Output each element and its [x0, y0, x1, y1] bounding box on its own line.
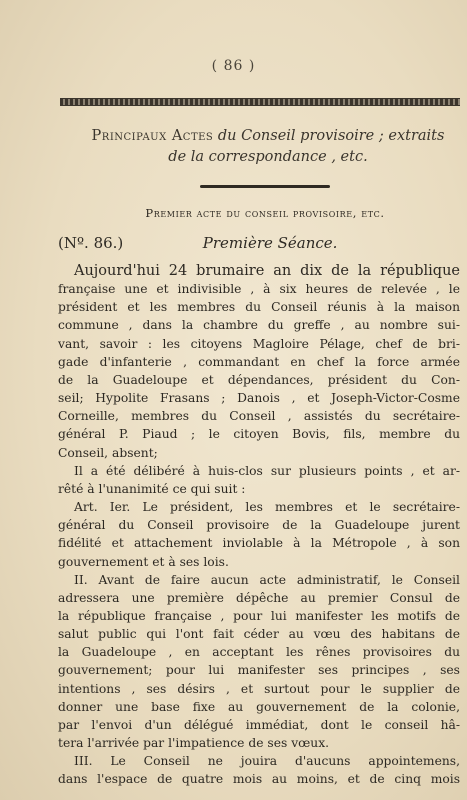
acte-title: Premier acte du conseil provisoire, etc.: [145, 206, 385, 220]
heading-caps: Principaux Actes: [91, 128, 214, 144]
text-line: Corneille, membres du Conseil , assistés du secrétaire-: [58, 409, 460, 424]
seance-line: [58, 234, 458, 252]
text-line: général P. Piaud ; le citoyen Bovis, fils, membre du: [58, 427, 460, 442]
text-line: de la Guadeloupe et dépendances, président du Con-: [58, 372, 460, 387]
text-line: vant, savoir : les citoyens Magloire Pélage, chef de bri-: [58, 336, 460, 351]
text-line: gade d'infanterie , commandant en chef la force armée: [58, 354, 460, 369]
text-line: intentions , ses désirs , et surtout pour le supplier de: [58, 681, 460, 696]
text-line: adressera une première dépêche au premier Consul de: [58, 590, 460, 605]
text-line: Il a été délibéré à huis-clos sur plusieurs points , et ar-: [74, 463, 460, 478]
text-line: par l'envoi d'un délégué immédiat, dont le conseil hâ-: [58, 717, 460, 732]
page-number: ( 86 ): [211, 58, 256, 74]
text-line: seil; Hypolite Frasans ; Danois , et Joseph-Victor-Cosme: [58, 391, 460, 406]
text-line: dans l'espace de quatre mois au moins, et de cinq mois: [58, 772, 460, 787]
heading-italic-2: de la correspondance , etc.: [168, 149, 368, 165]
text-line: président et les membres du Conseil réunis à la maison: [58, 300, 460, 315]
text-line: gouvernement; pour lui manifester ses principes , ses: [58, 663, 460, 678]
body-text: [58, 262, 460, 789]
text-line: III. Le Conseil ne jouira d'aucuns appointemens,: [74, 754, 460, 769]
text-line: la Guadeloupe , en acceptant les rênes provisoires du: [58, 645, 460, 660]
text-line: Conseil, absent;: [58, 445, 158, 460]
text-line: fidélité et attachement inviolable à la Métropole , à son: [58, 536, 460, 551]
text-line: salut public qui l'ont fait céder au vœu des habitans de: [58, 627, 460, 642]
section-heading: [88, 126, 448, 168]
text-line: commune , dans la chambre du greffe , au nombre sui-: [58, 318, 460, 333]
text-line: général du Conseil provisoire de la Guadeloupe jurent: [58, 518, 460, 533]
text-line: donner une base fixe au gouvernement de la colonie,: [58, 699, 460, 714]
text-line: II. Avant de faire aucun acte administratif, le Conseil: [74, 572, 460, 587]
text-line: française une et indivisible , à six heures de relevée , le: [58, 282, 460, 297]
seance-title: Première Séance.: [202, 234, 338, 252]
separator-rule: [200, 185, 330, 188]
acte-number: (Nº. 86.): [58, 234, 124, 252]
text-line: Aujourd'hui 24 brumaire an dix de la république: [74, 263, 460, 279]
text-line: tera l'arrivée par l'impatience de ses vœux.: [58, 736, 330, 751]
heading-italic-1: du Conseil provisoire ; extraits: [217, 128, 445, 144]
text-line: Art. Ier. Le président, les membres et le secrétaire-: [74, 500, 460, 515]
text-line: gouvernement et à ses lois.: [58, 554, 229, 569]
text-line: rêté à l'unanimité ce qui suit :: [58, 481, 246, 496]
ornamental-rule: [60, 98, 460, 106]
text-line: la république française , pour lui manifester les motifs de: [58, 608, 460, 623]
